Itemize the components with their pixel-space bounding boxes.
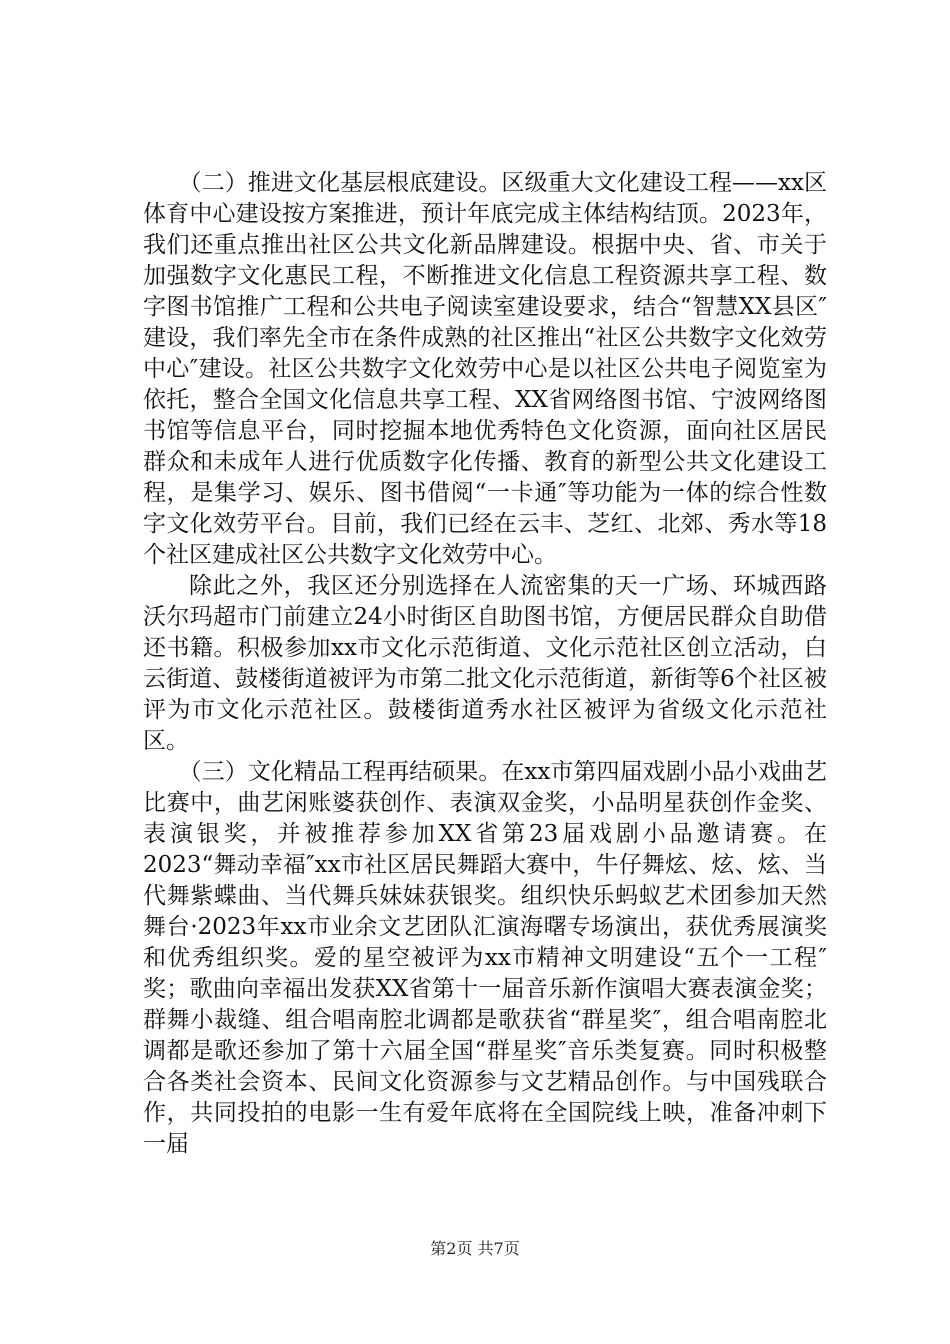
page-number-footer: 第2页 共7页 <box>430 1239 520 1258</box>
paragraph-additional-measures: 除此之外，我区还分别选择在人流密集的天一广场、环城西路沃尔玛超市门前建立24小时街区自助图书馆，方便居民群众自助借还书籍。积极参加xx市文化示范街道、文化示范社区创立活动，白云街道、鼓楼街道被评为市第二批文化示范街道，新街等6个社区被评为市文化示范社区。鼓楼街道秀水社区被评为省级文化示范社区。 <box>143 573 827 754</box>
paragraph-section-three: （三）文化精品工程再结硕果。在xx市第四届戏剧小品小戏曲艺比赛中，曲艺闲账婆获创作、表演双金奖，小品明星获创作金奖、表演银奖，并被推荐参加XX省第23届戏剧小品邀请赛。在2023“舞动幸福″xx市社区居民舞蹈大赛中，牛仔舞炫、炫、炫、当代舞紫蝶曲、当代舞兵妹妹获银奖。组织快乐蚂蚁艺术团参加天然舞台·2023年xx市业余文艺团队汇演海曙专场演出，获优秀展演奖和优秀组织奖。爱的星空被评为xx市精神文明建设“五个一工程″奖；歌曲向幸福出发获XX省第十一届音乐新作演唱大赛表演金奖；群舞小裁缝、组合唱南腔北调都是歌获省“群星奖″，组合唱南腔北调都是歌还参加了第十六届全国“群星奖″音乐类复赛。同时积极整合各类社会资本、民间文化资源参与文艺精品创作。与中国残联合作，共同投拍的电影一生有爱年底将在全国院线上映，准备冲刺下一届 <box>143 759 827 1157</box>
document-body <box>143 168 827 1160</box>
paragraph-section-two: （二）推进文化基层根底建设。区级重大文化建设工程——xx区体育中心建设按方案推进，预计年底完成主体结构结顶。2023年，我们还重点推出社区公共文化新品牌建设。根据中央、省、市关于加强数字文化惠民工程，不断推进文化信息工程资源共享工程、数字图书馆推广工程和公共电子阅读室建设要求，结合“智慧XX县区″建设，我们率先全市在条件成熟的社区推出“社区公共数字文化效劳中心″建设。社区公共数字文化效劳中心是以社区公共电子阅览室为依托，整合全国文化信息共享工程、XX省网络图书馆、宁波网络图书馆等信息平台，同时挖掘本地优秀特色文化资源，面向社区居民群众和未成年人进行优质数字化传播、教育的新型公共文化建设工程，是集学习、娱乐、图书借阅“一卡通″等功能为一体的综合性数字文化效劳平台。目前，我们已经在云丰、芝红、北郊、秀水等18个社区建成社区公共数字文化效劳中心。 <box>143 170 827 568</box>
